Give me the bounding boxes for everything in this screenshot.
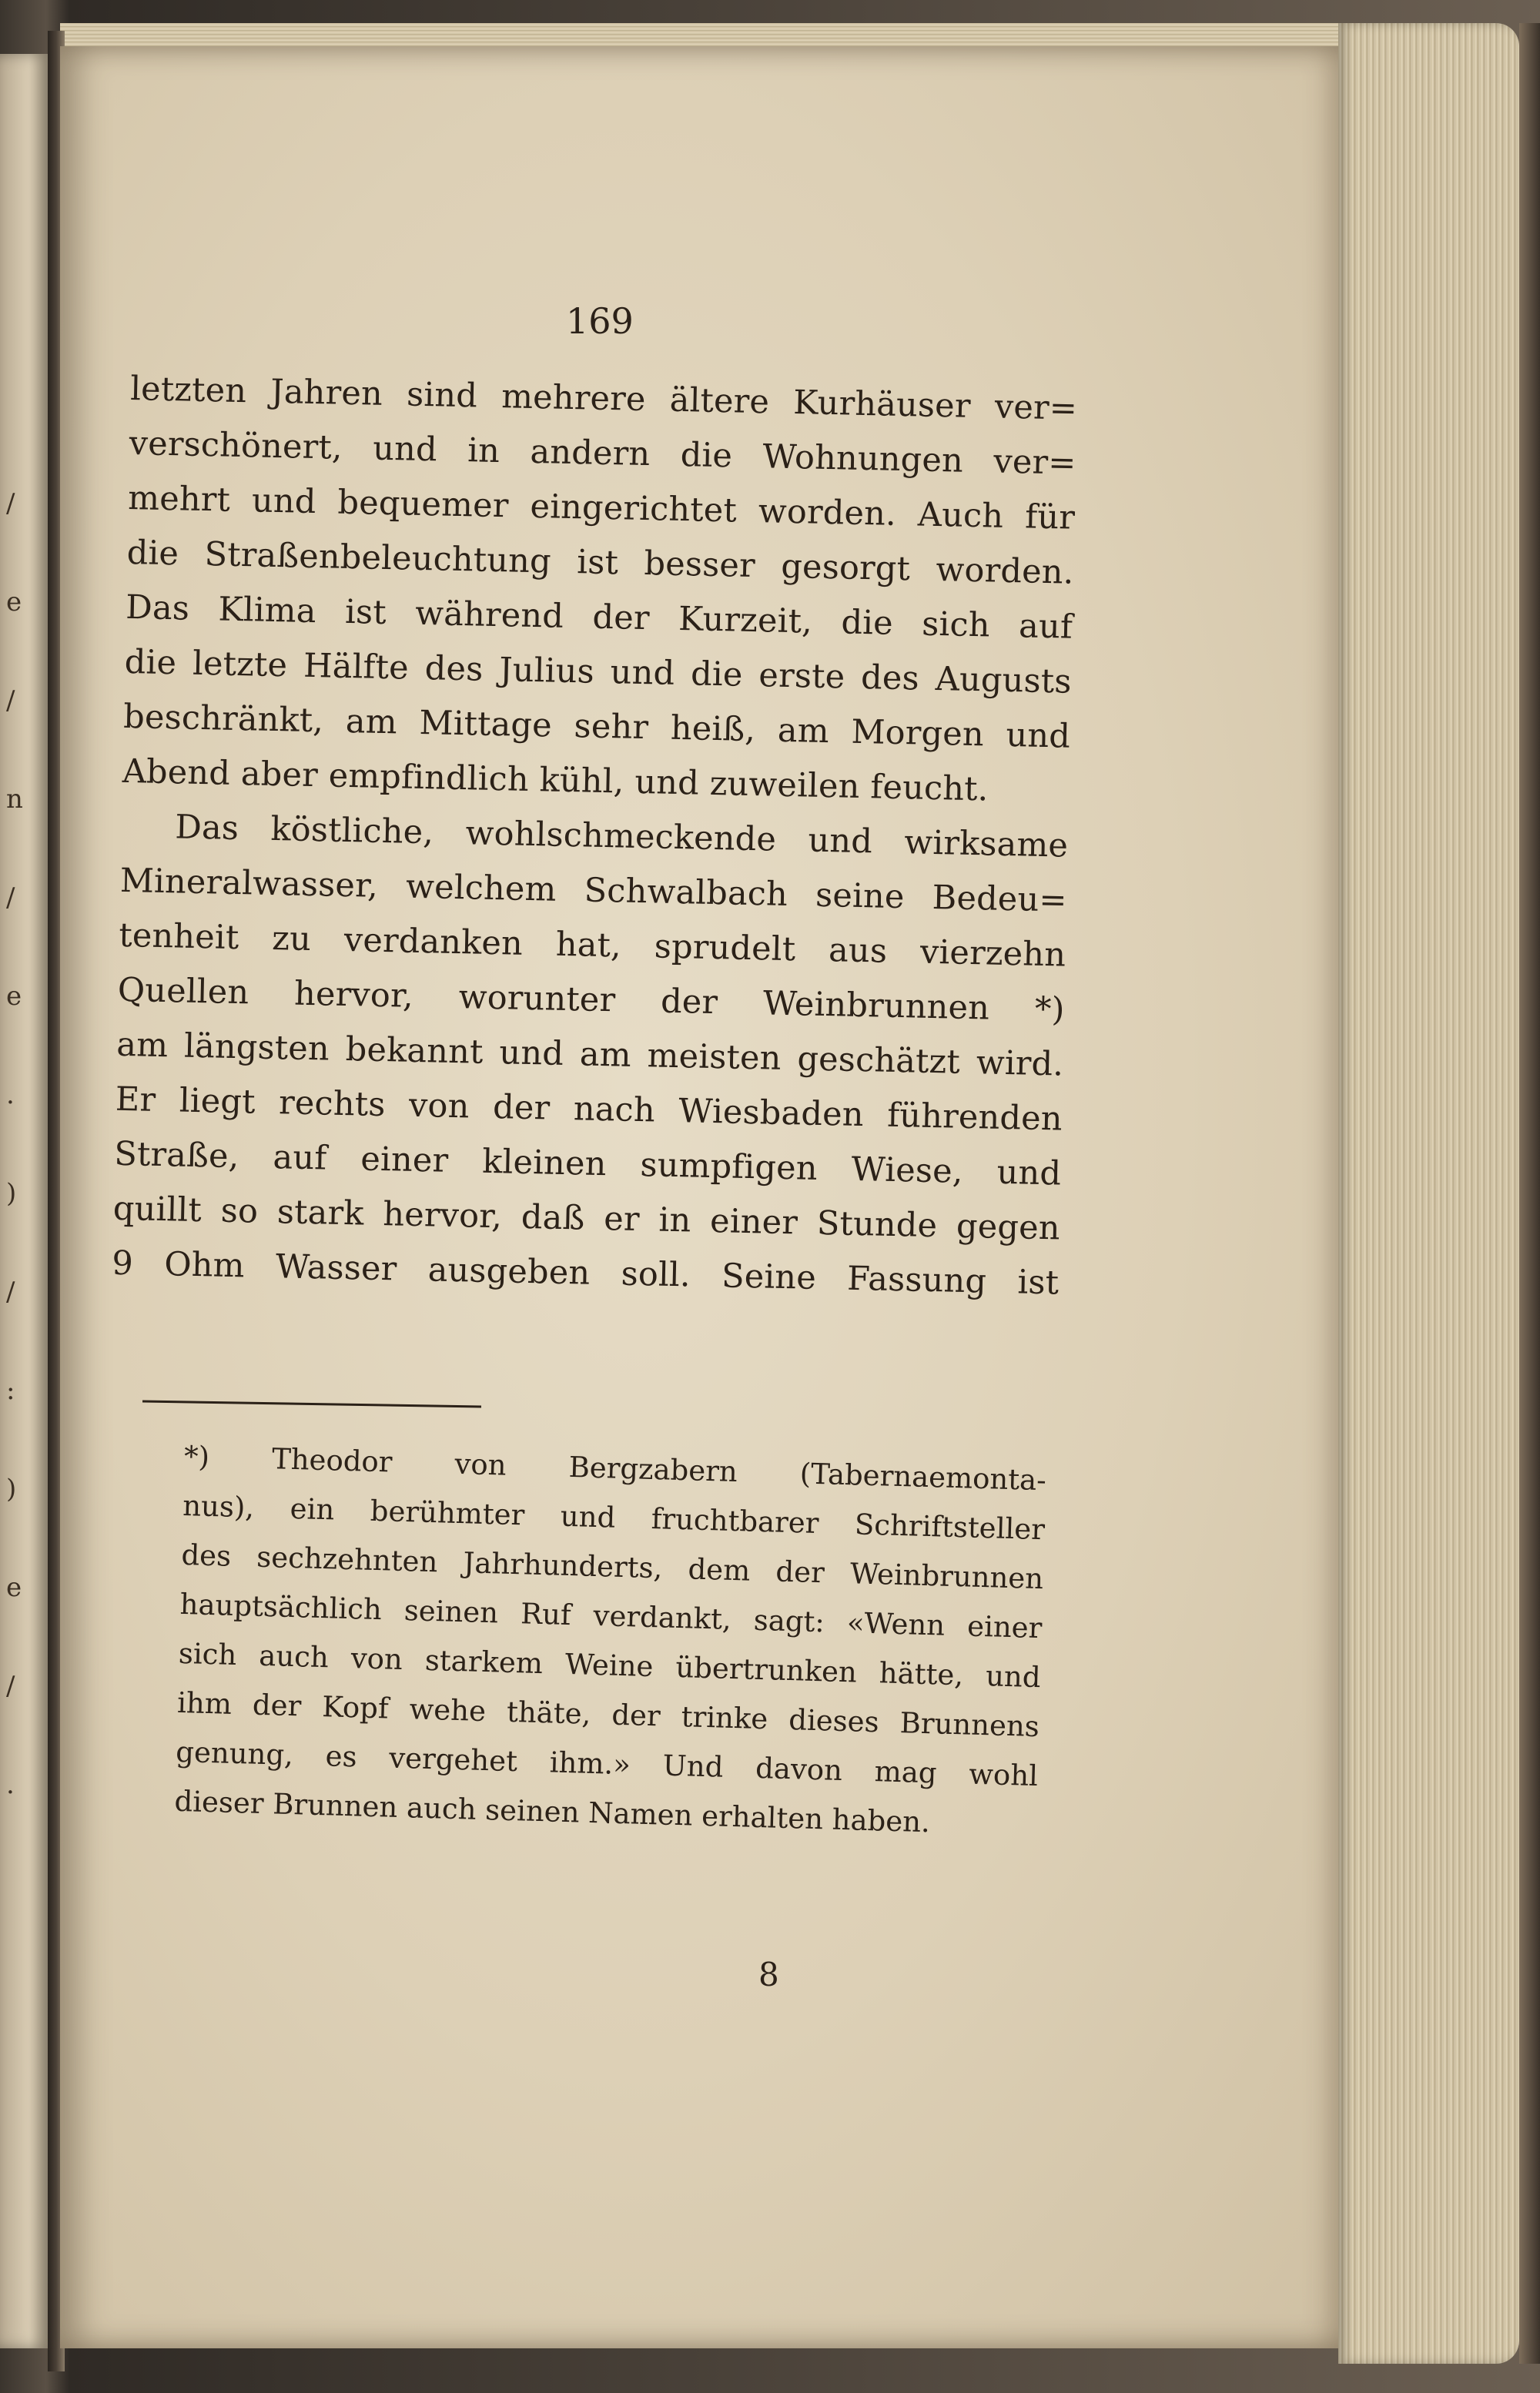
facing-page-margin-marks (6, 454, 37, 1834)
body-line: Mineralwasser, welchem Schwalbach seine Bedeu= (119, 861, 1068, 920)
footnote-line: *) Theodor von Bergzabern (Tabernaemonta- (183, 1439, 1047, 1498)
footnote-line: nus), ein berühmter und fruchtbarer Schriftsteller (182, 1488, 1046, 1547)
body-line: verschönert, und in andern die Wohnungen ver= (129, 423, 1077, 483)
body-line: letzten Jahren sind mehrere ältere Kurhäuser ver= (129, 369, 1078, 428)
margin-mark: / (6, 1671, 15, 1702)
body-line: Er liegt rechts von der nach Wiesbaden führenden (115, 1079, 1063, 1139)
body-line: die letzte Hälfte des Julius und die erste des Augusts (124, 642, 1073, 701)
body-line-paragraph-start: Das köstliche, wohlschmeckende und wirksame (174, 808, 1069, 865)
footnote-line: genung, es vergehet ihm.» Und davon mag wohl (175, 1735, 1039, 1793)
body-line: mehrt und bequemer eingerichtet worden. Auch für (127, 478, 1076, 537)
page-number: 169 (566, 300, 634, 342)
body-line: Das Klima ist während der Kurzeit, die sich auf (125, 587, 1073, 647)
body-line: tenheit zu verdanken hat, sprudelt aus vierzehn (118, 915, 1066, 975)
footnote (174, 1432, 1047, 1850)
margin-mark: / (6, 882, 15, 913)
margin-mark: e (6, 587, 22, 617)
margin-mark: / (6, 685, 15, 716)
facing-page-sliver (0, 54, 48, 2348)
signature-mark: 8 (758, 1956, 779, 1993)
margin-mark: . (6, 1079, 15, 1110)
margin-mark: n (6, 784, 23, 815)
margin-mark: e (6, 981, 22, 1012)
body-line: Quellen hervor, worunter der Weinbrunnen *) (117, 970, 1066, 1029)
margin-mark: / (6, 1277, 15, 1307)
body-text (112, 362, 1078, 1310)
edge-shadow (1519, 23, 1540, 2364)
margin-mark: e (6, 1572, 22, 1603)
body-line: beschränkt, am Mittage sehr heiß, am Morgen und (122, 697, 1071, 756)
page-edge-stack (1338, 23, 1519, 2364)
margin-mark: / (6, 488, 15, 519)
margin-mark: : (6, 1375, 15, 1406)
footnote-line: dieser Brunnen auch seinen Namen erhalten haben. (174, 1784, 931, 1839)
footnote-line: hauptsächlich seinen Ruf verdankt, sagt: «Wenn einer (179, 1587, 1043, 1645)
footnote-line: ihm der Kopf wehe thäte, der trinke dieses Brunnens (176, 1685, 1040, 1744)
footnote-line: des sechzehnten Jahrhunderts, dem der Weinbrunnen (180, 1538, 1044, 1596)
body-line: Abend aber empfindlich kühl, und zuweilen feucht. (122, 751, 989, 809)
margin-mark: ) (6, 1178, 17, 1209)
body-line: 9 Ohm Wasser ausgeben soll. Seine Fassung ist (111, 1243, 1060, 1303)
body-line: am längsten bekannt und am meisten geschätzt wird. (116, 1025, 1064, 1084)
footnote-line: sich auch von starkem Weine übertrunken hätte, und (178, 1636, 1042, 1695)
margin-mark: ) (6, 1474, 17, 1504)
body-line: quillt so stark hervor, daß er in einer Stunde gegen (112, 1189, 1061, 1248)
margin-mark: . (6, 1769, 15, 1800)
body-line: Straße, auf einer kleinen sumpfigen Wiese, und (113, 1134, 1062, 1193)
body-line: die Straßenbeleuchtung ist besser gesorgt worden. (126, 533, 1075, 592)
